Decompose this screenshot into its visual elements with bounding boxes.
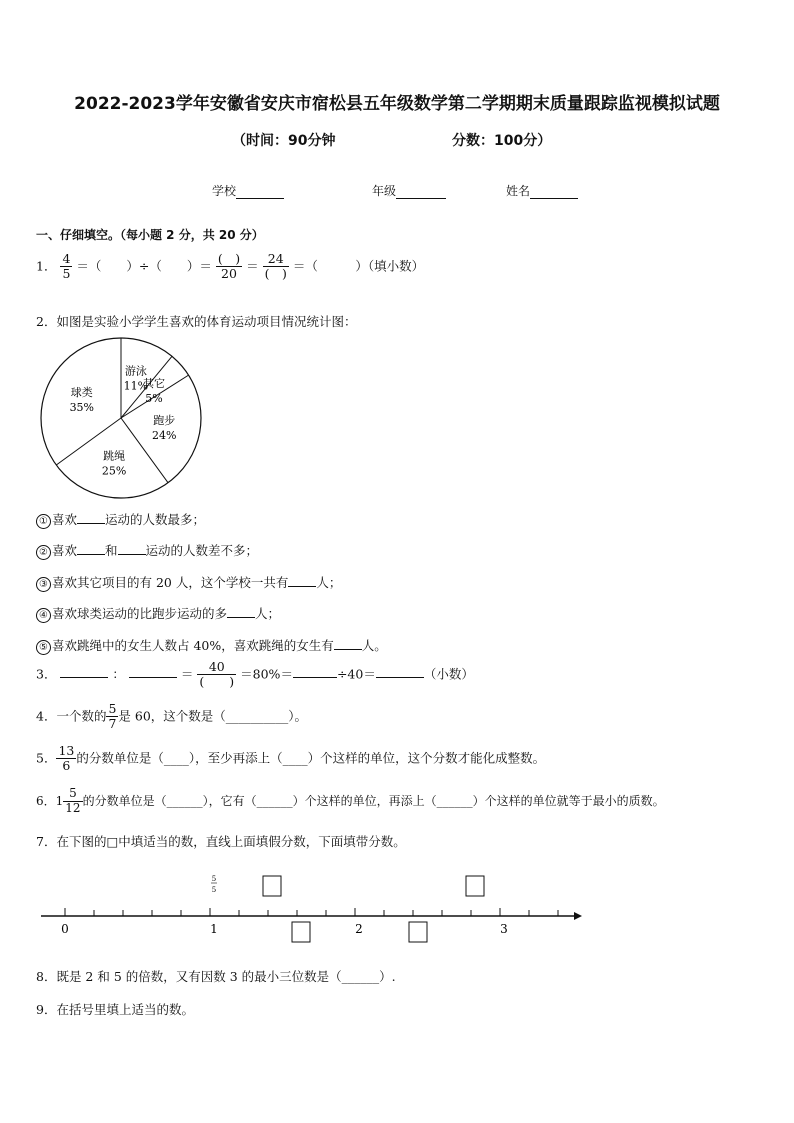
q5-fraction-denominator: 6 xyxy=(62,758,71,774)
pie-value-label-3: 24% xyxy=(151,429,177,443)
q3-colon: ： xyxy=(112,666,125,682)
pie-label-1: 游泳 xyxy=(124,364,147,378)
q3-text-div: ÷40＝ xyxy=(336,666,376,682)
pie-value-label-5: 35% xyxy=(69,401,95,415)
tick-label-3: 3 xyxy=(500,922,508,936)
q6-fraction xyxy=(63,787,82,816)
q1-text-2: ＝ xyxy=(246,258,259,274)
name-label: 姓名 xyxy=(506,184,531,198)
q2-s1-text-b: 运动的人数最多； xyxy=(105,512,206,527)
q2-mark-5: ⑤ xyxy=(36,640,51,655)
q6-text: 的分数单位是（______），它有（______）个这样的单位，再添上（______）个这样的单位就等于最小的质数。 xyxy=(82,793,665,808)
q2-s3-text-a: 喜欢其它项目的有 20 人，这个学校一共有 xyxy=(52,575,289,590)
q6-fraction-numerator: 5 xyxy=(63,787,82,802)
q2-s4-text-a: 喜欢球类运动的比跑步运动的多 xyxy=(52,606,228,621)
q1-fraction-b-numerator[interactable]: ( ) xyxy=(217,251,241,266)
q2-sub-4 xyxy=(36,604,280,623)
number-line xyxy=(36,868,586,948)
q4-fraction-numerator: 5 xyxy=(108,701,117,716)
q2-s5-blank[interactable] xyxy=(334,637,362,650)
grade-label: 年级 xyxy=(372,184,397,198)
q2-s5-text-b: 人。 xyxy=(361,638,387,653)
q6-number: 6．1 xyxy=(36,793,64,808)
q3-blank-1[interactable] xyxy=(60,665,108,678)
question-5 xyxy=(36,744,545,774)
tick-label-2: 2 xyxy=(355,922,363,936)
q3-blank-3[interactable] xyxy=(293,665,337,678)
q2-mark-3: ③ xyxy=(36,577,51,592)
q2-sub-5 xyxy=(36,636,387,655)
pie-value-label-2: 5% xyxy=(145,391,163,405)
number-line-ticks xyxy=(65,908,558,916)
q5-text: 的分数单位是（____），至少再添上（____）个这样的单位，这个分数才能化成整数。 xyxy=(76,750,546,766)
name-blank[interactable] xyxy=(530,185,578,199)
q3-fraction-denominator[interactable]: ( ) xyxy=(199,674,235,690)
q1-fraction-c-denominator[interactable]: ( ) xyxy=(264,266,287,282)
q1-number: 1． xyxy=(36,258,57,274)
q4-fraction-denominator: 7 xyxy=(108,716,117,732)
q3-text-mid: ＝80%＝ xyxy=(240,666,293,682)
q1-fraction-b xyxy=(216,252,242,282)
q2-s1-blank[interactable] xyxy=(77,511,105,524)
exam-time: （时间：90分钟 xyxy=(232,133,336,149)
q1-text-1: ＝（ ）÷（ ）＝ xyxy=(76,258,212,274)
q1-fraction-c xyxy=(263,252,289,282)
q1-fraction-a-denominator: 5 xyxy=(62,266,71,282)
pie-label-3: 跑步 xyxy=(153,414,176,428)
answer-box-upper-1[interactable] xyxy=(263,876,281,896)
pie-label-2: 其它 xyxy=(143,376,166,390)
tick-label-1: 1 xyxy=(210,922,218,936)
q3-text-tail: （小数） xyxy=(423,666,474,682)
q4-text-b: 是 60，这个数是（__________）。 xyxy=(118,708,308,724)
q6-fraction-denominator: 12 xyxy=(65,800,81,815)
pie-value-label-1: 11% xyxy=(123,379,149,393)
q2-sub-2 xyxy=(36,541,258,560)
q2-s2-blank-1[interactable] xyxy=(77,542,105,555)
fraction-numerator: 5 xyxy=(211,875,217,883)
q2-sub-3 xyxy=(36,573,341,592)
pie-value-label-4: 25% xyxy=(101,464,127,478)
answer-box-lower-1[interactable] xyxy=(292,922,310,942)
question-2: 2．如图是实验小学学生喜欢的体育运动项目情况统计图： xyxy=(36,314,357,329)
q2-sub-1 xyxy=(36,510,205,529)
q3-number: 3． xyxy=(36,666,57,682)
school-field xyxy=(212,182,284,199)
answer-box-lower-2[interactable] xyxy=(409,922,427,942)
question-8: 8．既是 2 和 5 的倍数，又有因数 3 的最小三位数是（______）. xyxy=(36,969,396,984)
q1-text-3: ＝（ ）（填小数） xyxy=(292,258,425,274)
q3-equals: ＝ xyxy=(180,666,194,682)
q2-s3-text-b: 人； xyxy=(316,575,342,590)
question-7: 7．在下图的□中填适当的数，直线上面填假分数，下面填带分数。 xyxy=(36,834,406,849)
page-title: 2022-2023学年安徽省安庆市宿松县五年级数学第二学期期末质量跟踪监视模拟试题 xyxy=(74,94,720,114)
q2-s2-text-a: 喜欢 xyxy=(52,543,78,558)
q1-fraction-a xyxy=(60,252,72,282)
q3-blank-4[interactable] xyxy=(376,665,424,678)
q4-text-a: 4．一个数的 xyxy=(36,708,107,724)
q2-s2-text-c: 运动的人数差不多； xyxy=(145,543,259,558)
q2-s1-text-a: 喜欢 xyxy=(52,512,78,527)
q5-number: 5． xyxy=(36,750,57,766)
fraction-denominator: 5 xyxy=(211,886,217,894)
q2-s3-blank[interactable] xyxy=(288,574,316,587)
answer-box-upper-2[interactable] xyxy=(466,876,484,896)
q3-fraction xyxy=(197,660,236,690)
question-3 xyxy=(36,660,474,690)
q4-fraction xyxy=(106,702,118,732)
grade-blank[interactable] xyxy=(396,185,446,199)
q2-mark-1: ① xyxy=(36,514,51,529)
section-heading: 一、仔细填空。（每小题 2 分，共 20 分） xyxy=(36,228,264,242)
pie-chart xyxy=(36,334,206,500)
q2-mark-4: ④ xyxy=(36,608,51,623)
q1-fraction-b-denominator: 20 xyxy=(221,266,237,282)
pie-label-5: 球类 xyxy=(70,386,93,400)
tick-label-0: 0 xyxy=(61,922,69,936)
question-1 xyxy=(36,252,424,282)
q3-blank-2[interactable] xyxy=(129,665,177,678)
pie-label-4: 跳绳 xyxy=(103,449,126,463)
q3-fraction-numerator: 40 xyxy=(197,660,236,675)
name-field xyxy=(506,182,578,199)
q1-fraction-c-numerator: 24 xyxy=(263,252,289,267)
school-blank[interactable] xyxy=(236,185,284,199)
q2-s5-text-a: 喜欢跳绳中的女生人数占 40%，喜欢跳绳的女生有 xyxy=(52,638,334,653)
q5-fraction xyxy=(56,744,76,774)
q5-fraction-numerator: 13 xyxy=(58,743,75,758)
question-9: 9．在括号里填上适当的数。 xyxy=(36,1002,194,1017)
q2-s2-blank-2[interactable] xyxy=(118,542,146,555)
q2-s4-text-b: 人； xyxy=(255,606,281,621)
q2-s2-text-b: 和 xyxy=(105,543,118,558)
q2-s4-blank[interactable] xyxy=(227,605,255,618)
question-4 xyxy=(36,702,307,732)
school-label: 学校 xyxy=(212,184,237,198)
q1-fraction-a-numerator: 4 xyxy=(62,251,71,266)
exam-score: 分数：100分） xyxy=(452,133,552,149)
question-6 xyxy=(36,787,665,816)
arrow-icon xyxy=(574,912,582,920)
q2-mark-2: ② xyxy=(36,545,51,560)
grade-field xyxy=(372,182,446,199)
